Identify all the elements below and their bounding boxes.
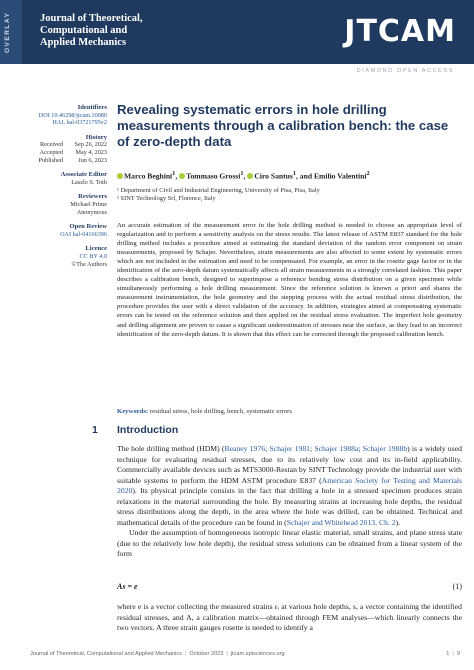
- orcid-icon[interactable]: [117, 173, 123, 179]
- reviewer-name: Michael Prime: [70, 200, 107, 208]
- author-name[interactable]: Ciro Santus: [254, 171, 293, 181]
- footer-journal: Journal of Theoretical, Computational and Applied Mechanics: [30, 651, 182, 657]
- history-received: [14, 141, 107, 149]
- affiliation: ¹ Department of Civil and Industrial Engineering, University of Pisa, Pisa, Italy: [117, 187, 320, 194]
- citation-link[interactable]: Schajer 1988b: [362, 444, 408, 453]
- page-number: 1: [446, 651, 450, 657]
- equation-body: As = e: [117, 582, 138, 591]
- diamond-open-access-label: DIAMOND OPEN ACCESS: [356, 68, 454, 74]
- keywords-label: Keywords:: [117, 408, 149, 415]
- footer-pagination: 1 | 9: [446, 651, 460, 657]
- keywords-list: residual stress, hole drilling, bench, systematic errors: [149, 408, 292, 415]
- history-date: Jun 6, 2023: [78, 156, 107, 164]
- article-title: Revealing systematic errors in hole drilling measurements through a calibration bench: the case of zero-depth data: [117, 102, 449, 149]
- history-published: [14, 157, 107, 165]
- text-run: ;: [265, 444, 270, 453]
- journal-name-line: Journal of Theoretical,: [40, 13, 143, 24]
- journal-header: [0, 0, 474, 64]
- hal-link[interactable]: HAL hal-03721795v2: [52, 119, 107, 127]
- equation-number: (1): [452, 582, 462, 591]
- author-name[interactable]: Emilio Valentini: [313, 171, 367, 181]
- identifiers-heading: Identifiers: [77, 104, 107, 111]
- author-affiliation-mark: 1: [240, 170, 244, 177]
- article-metadata-sidebar: [14, 104, 107, 268]
- paragraph: [117, 444, 462, 528]
- orcid-icon[interactable]: [179, 173, 185, 179]
- author-name[interactable]: Marco Beghini: [124, 171, 173, 181]
- text-run: ;: [358, 444, 363, 453]
- footer-url[interactable]: jtcam.episciences.org: [230, 651, 285, 657]
- copyright-notice: ©The Authors: [71, 260, 107, 268]
- history-date: Sep 26, 2022: [74, 141, 107, 149]
- history-label: Published: [38, 156, 63, 164]
- overlay-tab: [0, 0, 22, 64]
- orcid-icon[interactable]: [247, 173, 253, 179]
- page-footer: [30, 651, 460, 657]
- section-title: Introduction: [117, 424, 179, 436]
- author-affiliation-mark: 2: [366, 170, 370, 177]
- citation-link[interactable]: American Society for Testing and Materials 2020: [117, 475, 463, 496]
- section-number: 1: [92, 424, 98, 436]
- text-run: ;: [310, 444, 315, 453]
- history-date: May 4, 2023: [75, 148, 107, 156]
- paragraph: Under the assumption of homogeneous isotropic linear elastic material, small strains, and plane stress state (due to the relatively low hole depth), the residual stress solutions can be obtained from a linear system of the form: [117, 528, 462, 559]
- history-label: Received: [39, 141, 63, 149]
- reviewer-name: Anonymous: [76, 208, 107, 216]
- overlay-label: OVERLAY: [4, 11, 11, 53]
- licence-heading: Licence: [85, 245, 107, 253]
- open-review-link[interactable]: OAI hal-04166396: [60, 230, 107, 238]
- text-run: ).: [395, 517, 401, 527]
- author-affiliation-mark: 1: [172, 170, 176, 177]
- text-run: The hole drilling method (HDM) (: [117, 444, 225, 453]
- author-list: Marco Beghini$^1$, Tommaso Grossi$^1$, Ciro Santus$^1$, and Emilio Valentini$^2$: [117, 170, 462, 181]
- introduction-body: [117, 444, 462, 560]
- citation-link[interactable]: Schajer and Whitehead 2013, Ch. 2: [286, 517, 396, 527]
- history-label: Accepted: [39, 148, 63, 156]
- author-name[interactable]: Tommaso Grossi: [186, 171, 241, 181]
- associate-editor-name: Laszlo S. Toth: [71, 178, 107, 186]
- licence-link[interactable]: CC BY 4.0: [79, 252, 107, 260]
- section-heading-introduction: [92, 424, 392, 436]
- journal-name-line: Applied Mechanics: [40, 37, 127, 48]
- text-run: ). Its physical principle consists in the fact that drilling a hole in a stressed specimen produces strain relaxations in the material surrounding the hole. By measuring strains at increasing hole depths, the residual stress distributions along the depth, in the area where the hole was drilled, can be obtained. Technical and mathematical details of the procedure can be found in (: [117, 486, 462, 527]
- footer-left: Journal of Theoretical, Computational and Applied Mechanics | October 2023 | jtcam.episciences.org: [30, 651, 285, 657]
- affiliation: ² SINT Technology Srl, Florence, Italy: [117, 195, 216, 203]
- citation-link[interactable]: Schajer 1981: [269, 444, 311, 453]
- keywords: [117, 408, 462, 415]
- history-accepted: [14, 149, 107, 157]
- associate-editor-heading: Associate Editor: [60, 171, 107, 179]
- journal-name[interactable]: [40, 13, 220, 49]
- reviewers-heading: Reviewers: [78, 193, 107, 201]
- history-heading: History: [85, 133, 107, 141]
- footer-date: October 2023: [189, 651, 224, 657]
- doi-link[interactable]: DOI 10.46298/jtcam.10080: [38, 111, 107, 119]
- author-affiliation-mark: 1: [292, 170, 296, 177]
- affiliations: [117, 187, 462, 203]
- jtcam-logo[interactable]: JTCAM: [344, 14, 456, 49]
- text-run: ) is a widely used technique for evaluating residual stresses, due to its relatively low cost and its in-field applicability. Commercially available devices such as MTS3000-Restan by SINT Technology provide the industrial user with suitable systems to perform the HDM ASTM procedure E837 (: [117, 444, 463, 485]
- total-pages: 9: [456, 651, 460, 657]
- open-review-heading: Open Review: [69, 223, 107, 231]
- citation-link[interactable]: Beaney 1976: [224, 444, 266, 453]
- citation-link[interactable]: Schajer 1988a: [314, 444, 359, 453]
- abstract: An accurate estimation of the measurement error in the hole drilling method is needed to choose an appropriate level of regularization and to perform a sensitivity analysis on the stress results. The latest release of ASTM E837 standard for the hole drilling method includes a procedure aimed at estimating the standard deviation of the random error component on strain measurements, proposed by Schajer. Nevertheless, strain measurements are also affected to some extent by systematic errors which are not included in the estimation and need to be compensated. For example, an error in the rosette gage factor or in the identification of the zero-depth datum systematically affects all strain measurements in a strongly correlated fashion. This paper describes a calibration bench, designed to superimpose a reference bending stress distribution on a given specimen while simultaneously performing a hole drilling measurement. Since the reference solution is known a priori and shares the measurement instrumentation, the hole geometry and the stepping process with the actual residual stress distribution, the procedure provides the user with a direct validation of the accuracy. In addition, strategies aimed at compensating systematic errors can be tested on the reference solution and then applied on the residual stress evaluation. The imperfect hole geometry and drilling alignment are proven to cause a significant underestimation of stresses near the surface, as they lead to an incorrect identification of the zero-depth datum. It is shown that this effect can be corrected through the proposed calibration bench.: [117, 222, 462, 338]
- journal-name-line: Computational and: [40, 25, 128, 36]
- paragraph: where e is a vector collecting the measured strains εᵢ at various hole depths, s, a vector containing the identified residual stresses, and A, a calibration matrix—obtained through FEM analyses—which linearly connects the two vectors. A three strain gauges rosette is needed to identify a: [117, 602, 462, 633]
